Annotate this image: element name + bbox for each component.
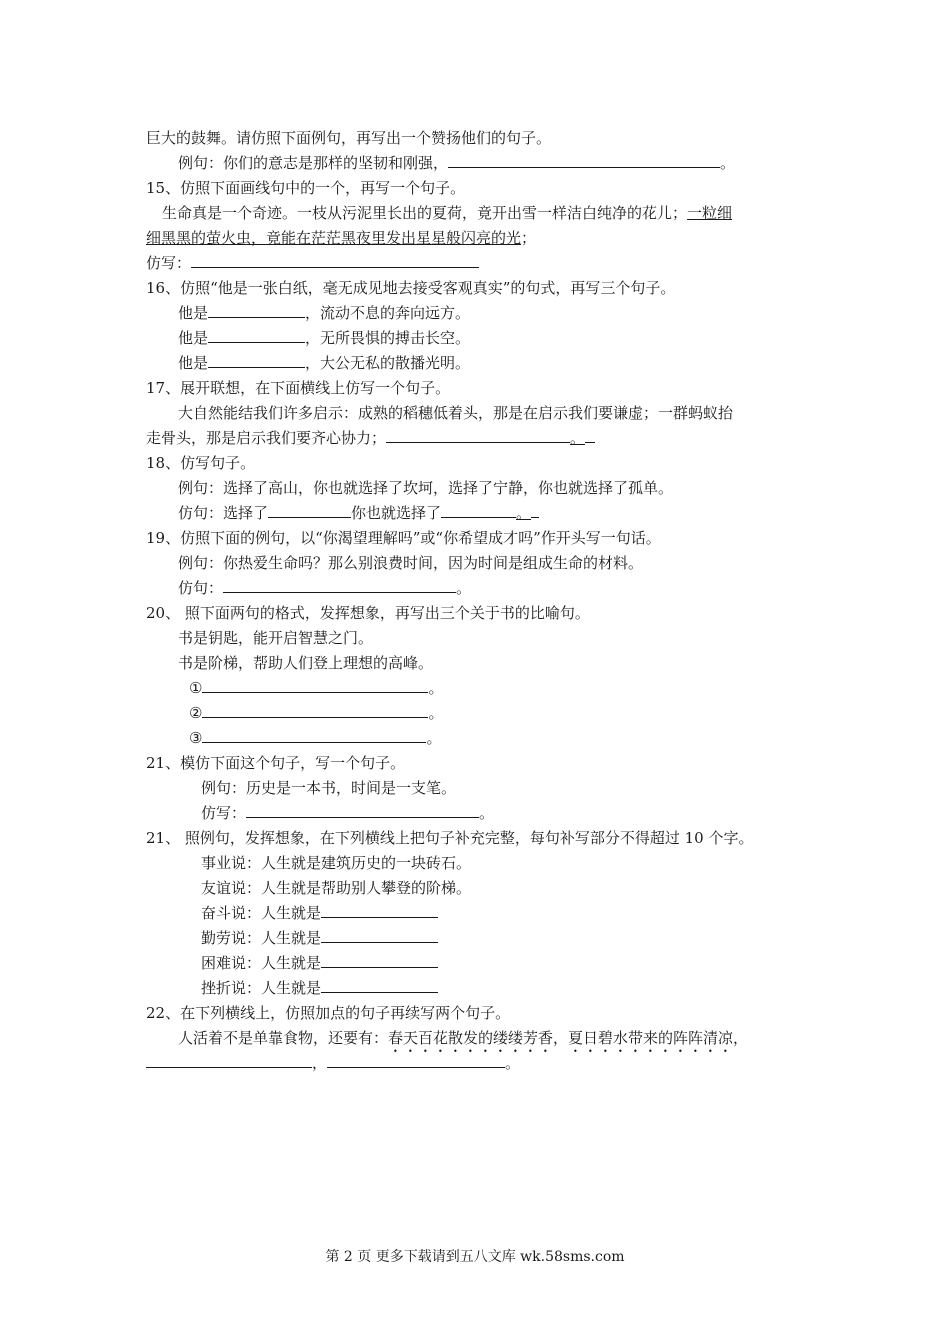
question-21a: 21、模仿下面这个句子，写一个句子。	[146, 754, 406, 772]
q18-write-line: 仿句：选择了 你也就选择了 。	[178, 503, 539, 523]
question-17: 17、展开联想，在下面横线上仿写一个句子。	[146, 379, 451, 397]
q20-answer-1: ① 。	[189, 679, 444, 697]
q19-write-line: 仿句： 。	[178, 579, 472, 597]
q21b-line-5: 困难说：人生就是	[201, 953, 438, 973]
q20-example-2: 书是阶梯，帮助人们登上理想的高峰。	[178, 654, 434, 672]
q20-example-1: 书是钥匙，能开启智慧之门。	[178, 629, 374, 647]
answer-blank[interactable]	[321, 928, 438, 943]
q20-answer-2: ② 。	[189, 704, 444, 722]
q21a-example: 例句：历史是一本书，时间是一支笔。	[201, 779, 457, 797]
answer-blank[interactable]	[191, 253, 479, 268]
q21b-example-1: 事业说：人生就是建筑历史的一块砖石。	[201, 854, 472, 872]
answer-blank[interactable]	[208, 328, 305, 343]
question-15: 15、仿照下面画线句中的一个，再写一个句子。	[146, 179, 466, 197]
answer-blank[interactable]	[448, 153, 720, 168]
q20-answer-3: ③ 。	[189, 729, 442, 747]
example-sentence-line: 例句：你们的意志是那样的坚韧和刚强， 。	[178, 154, 736, 172]
q17-passage-2: 走骨头，那是启示我们要齐心协力； 。	[146, 428, 595, 448]
question-16: 16、仿照“他是一张白纸，毫无成见地去接受客观真实”的句式，再写三个句子。	[146, 279, 676, 297]
question-19: 19、仿照下面的例句，以“你渴望理解吗”或“你希望成才吗”作开头写一句话。	[146, 529, 661, 547]
q16-line-a: 他是 ，流动不息的奔向远方。	[178, 304, 471, 322]
page-footer: 第 2 页 更多下载请到五八文库 wk.58sms.com	[325, 1249, 625, 1265]
q15-passage-2: 细黑黑的萤火虫，竟能在茫茫黑夜里发出星星般闪亮的光；	[146, 229, 537, 247]
answer-blank[interactable]	[202, 678, 428, 693]
q15-write-line: 仿写：	[146, 253, 479, 273]
q21b-line-3: 奋斗说：人生就是	[201, 903, 438, 923]
q16-line-c: 他是 ，大公无私的散播光明。	[178, 354, 471, 372]
q19-example: 例句：你热爱生命吗？那么别浪费时间，因为时间是组成生命的材料。	[178, 554, 644, 572]
answer-blank[interactable]	[321, 903, 438, 918]
q21b-example-2: 友谊说：人生就是帮助别人攀登的阶梯。	[201, 879, 472, 897]
answer-blank[interactable]	[223, 578, 456, 593]
q21a-write-line: 仿写： 。	[201, 804, 495, 822]
q17-passage-1: 大自然能结我们许多启示：成熟的稻穗低着头，那是在启示我们要谦虚；一群蚂蚁抬	[178, 404, 734, 422]
answer-blank[interactable]	[208, 353, 305, 368]
answer-blank[interactable]	[386, 428, 570, 443]
answer-blank[interactable]	[268, 503, 351, 518]
question-18: 18、仿写句子。	[146, 454, 256, 472]
question-20: 20、 照下面两句的格式，发挥想象，再写出三个关于书的比喻句。	[146, 604, 590, 622]
answer-blank[interactable]	[202, 703, 428, 718]
answer-blank[interactable]	[208, 303, 305, 318]
q21b-line-6: 挫折说：人生就是	[201, 978, 438, 998]
line-intro: 巨大的鼓舞。请仿照下面例句，再写出一个赞扬他们的句子。	[146, 129, 552, 147]
q16-line-b: 他是 ，无所畏惧的搏击长空。	[178, 329, 471, 347]
question-22: 22、在下列横线上，仿照加点的句子再续写两个句子。	[146, 1004, 511, 1022]
answer-blank[interactable]	[146, 1053, 312, 1068]
answer-blank[interactable]	[441, 503, 516, 518]
q15-passage-1: 生命真是一个奇迹。一枝从污泥里长出的夏荷，竟开出雪一样洁白纯净的花儿；一粒细	[162, 204, 733, 222]
q22-write-line: ， 。	[146, 1053, 520, 1073]
q18-example: 例句：选择了高山，你也就选择了坎坷，选择了宁静，你也就选择了孤单。	[178, 479, 674, 497]
q22-passage: 人活着不是单靠食物，还要有：春天百花散发的缕缕芳香，夏日碧水带来的阵阵清凉，	[178, 1029, 749, 1047]
answer-blank[interactable]	[246, 803, 479, 818]
q21b-line-4: 勤劳说：人生就是	[201, 928, 438, 948]
answer-blank[interactable]	[202, 728, 426, 743]
question-21b: 21、 照例句，发挥想象，在下列横线上把句子补充完整，每句补写部分不得超过 10 个字。	[146, 829, 754, 847]
answer-blank[interactable]	[321, 953, 438, 968]
answer-blank[interactable]	[321, 978, 438, 993]
answer-blank[interactable]	[327, 1053, 505, 1068]
